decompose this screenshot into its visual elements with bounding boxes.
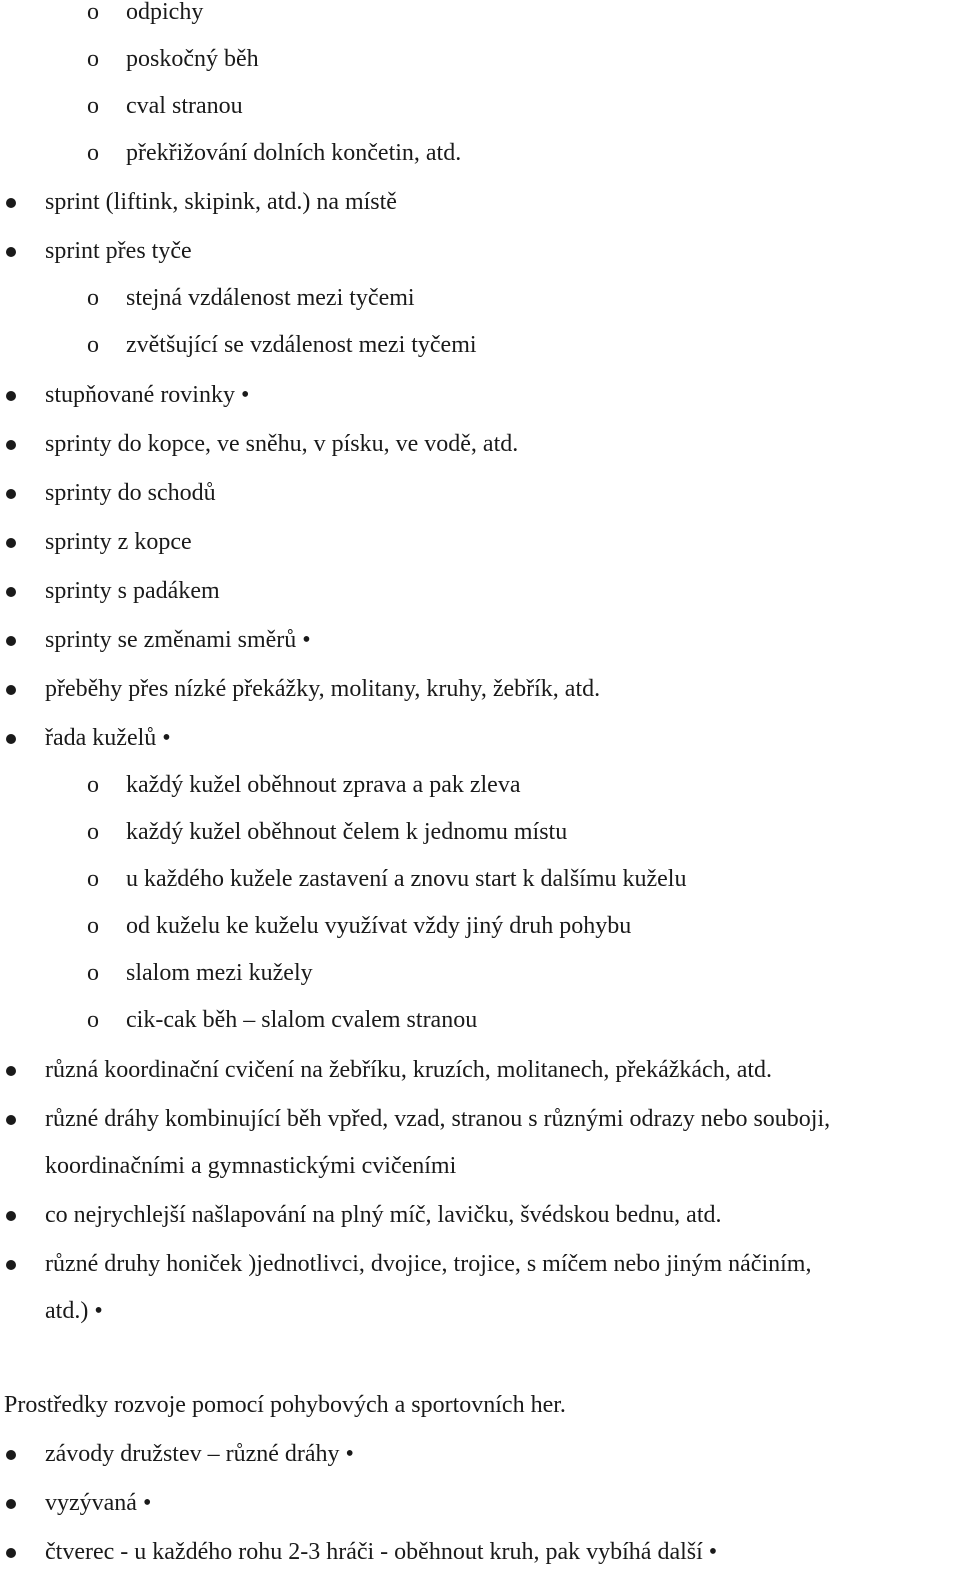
bullet-icon xyxy=(6,538,16,548)
list-item: od kuželu ke kuželu využívat vždy jiný druh pohybu xyxy=(126,913,632,939)
section-heading: Prostředky rozvoje pomocí pohybových a sportovních her. xyxy=(4,1392,566,1418)
bullet-icon xyxy=(6,685,16,695)
list-item: zvětšující se vzdálenost mezi tyčemi xyxy=(126,332,477,358)
list-item: poskočný běh xyxy=(126,46,259,72)
list-item: překřižování dolních končetin, atd. xyxy=(126,140,462,166)
list-item: odpichy xyxy=(126,0,204,25)
list-item: sprinty z kopce xyxy=(45,529,192,555)
list-item: každý kužel oběhnout čelem k jednomu místu xyxy=(126,819,568,845)
sub-bullet-marker: o xyxy=(87,1007,99,1033)
bullet-icon xyxy=(6,391,16,401)
bullet-icon xyxy=(6,247,16,257)
bullet-icon xyxy=(6,636,16,646)
list-item: přeběhy přes nízké překážky, molitany, kruhy, žebřík, atd. xyxy=(45,676,601,702)
list-item: sprint (liftink, skipink, atd.) na místě xyxy=(45,189,397,215)
list-item-continuation: koordinačními a gymnastickými cvičeními xyxy=(45,1153,457,1179)
list-item: slalom mezi kužely xyxy=(126,960,313,986)
list-item: různé dráhy kombinující běh vpřed, vzad, stranou s různými odrazy nebo souboji, xyxy=(45,1106,831,1132)
sub-bullet-marker: o xyxy=(87,285,99,311)
list-item: u každého kužele zastavení a znovu start k dalšímu kuželu xyxy=(126,866,687,892)
sub-bullet-marker: o xyxy=(87,93,99,119)
list-item: sprinty do kopce, ve sněhu, v písku, ve vodě, atd. xyxy=(45,431,519,457)
list-item: co nejrychlejší našlapování na plný míč, lavičku, švédskou bednu, atd. xyxy=(45,1202,722,1228)
bullet-icon xyxy=(6,198,16,208)
list-item: stejná vzdálenost mezi tyčemi xyxy=(126,285,415,311)
sub-bullet-marker: o xyxy=(87,46,99,72)
bullet-icon xyxy=(6,1066,16,1076)
list-item: závody družstev – různé dráhy • xyxy=(45,1441,354,1467)
bullet-icon xyxy=(6,1499,16,1509)
bullet-icon xyxy=(6,587,16,597)
bullet-icon xyxy=(6,440,16,450)
bullet-icon xyxy=(6,1211,16,1221)
list-item: sprinty s padákem xyxy=(45,578,220,604)
bullet-icon xyxy=(6,734,16,744)
list-item: vyzývaná • xyxy=(45,1490,152,1516)
sub-bullet-marker: o xyxy=(87,0,99,25)
list-item: sprint přes tyče xyxy=(45,238,192,264)
list-item: různé druhy honiček )jednotlivci, dvojice, trojice, s míčem nebo jiným náčiním, xyxy=(45,1251,812,1277)
bullet-icon xyxy=(6,1260,16,1270)
list-item: každý kužel oběhnout zprava a pak zleva xyxy=(126,772,521,798)
sub-bullet-marker: o xyxy=(87,332,99,358)
list-item: různá koordinační cvičení na žebříku, kruzích, molitanech, překážkách, atd. xyxy=(45,1057,773,1083)
bullet-icon xyxy=(6,1450,16,1460)
list-item: řada kuželů • xyxy=(45,725,171,751)
list-item-continuation: atd.) • xyxy=(45,1298,103,1324)
list-item: stupňované rovinky • xyxy=(45,382,250,408)
bullet-icon xyxy=(6,489,16,499)
sub-bullet-marker: o xyxy=(87,140,99,166)
sub-bullet-marker: o xyxy=(87,866,99,892)
list-item: cval stranou xyxy=(126,93,243,119)
list-item: sprinty do schodů xyxy=(45,480,216,506)
sub-bullet-marker: o xyxy=(87,913,99,939)
list-item: čtverec - u každého rohu 2-3 hráči - oběhnout kruh, pak vybíhá další • xyxy=(45,1539,718,1565)
bullet-icon xyxy=(6,1115,16,1125)
sub-bullet-marker: o xyxy=(87,819,99,845)
list-item: sprinty se změnami směrů • xyxy=(45,627,311,653)
sub-bullet-marker: o xyxy=(87,960,99,986)
sub-bullet-marker: o xyxy=(87,772,99,798)
list-item: cik-cak běh – slalom cvalem stranou xyxy=(126,1007,478,1033)
bullet-icon xyxy=(6,1548,16,1558)
